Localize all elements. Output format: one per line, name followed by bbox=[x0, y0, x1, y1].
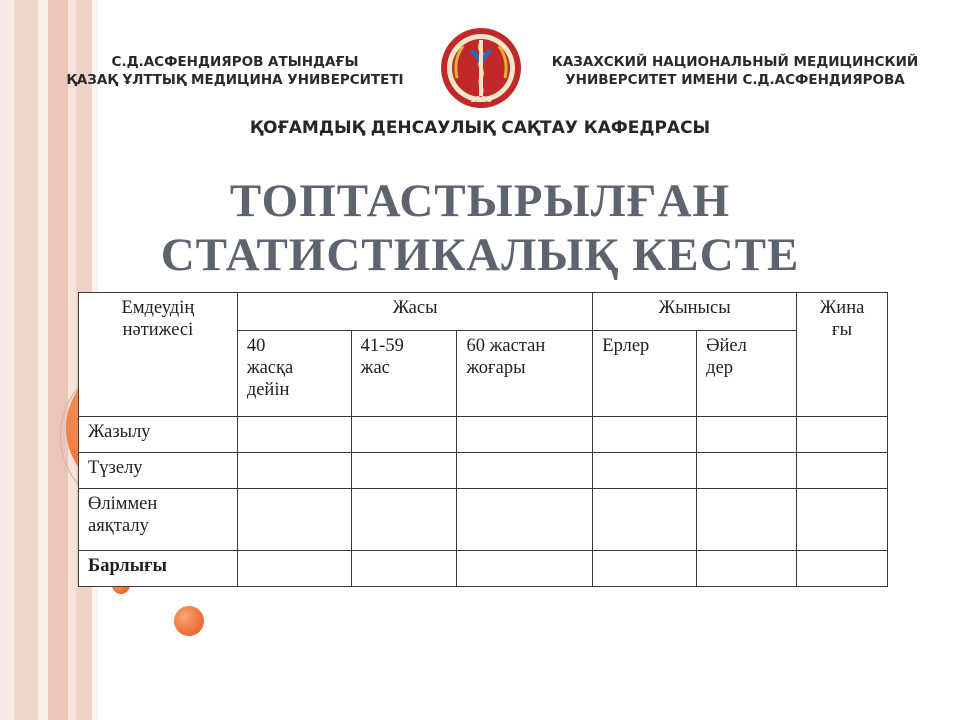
decor-circle bbox=[174, 606, 204, 636]
bg-stripe bbox=[38, 0, 48, 720]
bg-stripe bbox=[48, 0, 68, 720]
row-label: Түзелу bbox=[79, 453, 238, 489]
bg-stripe bbox=[68, 0, 76, 720]
header-age-group: Жасы bbox=[237, 293, 592, 331]
table-cell bbox=[351, 453, 457, 489]
table-cell bbox=[457, 417, 593, 453]
table-cell bbox=[457, 453, 593, 489]
table-cell bbox=[797, 551, 888, 587]
table-cell bbox=[697, 489, 797, 551]
emblem-year: 1930 bbox=[469, 95, 493, 104]
header-sex-group: Жынысы bbox=[593, 293, 797, 331]
table-row bbox=[79, 489, 888, 551]
slide-title bbox=[0, 174, 960, 282]
header-total: Жина ғы bbox=[797, 293, 888, 417]
table-cell bbox=[593, 417, 697, 453]
header-sex-men: Ерлер bbox=[593, 331, 697, 417]
table-cell bbox=[797, 453, 888, 489]
row-label-total: Барлығы bbox=[79, 551, 238, 587]
table-cell bbox=[457, 551, 593, 587]
table-cell bbox=[237, 453, 351, 489]
header-outcome: Емдеудің нәтижесі bbox=[79, 293, 238, 417]
table-cell bbox=[593, 453, 697, 489]
table-cell bbox=[237, 489, 351, 551]
table-cell bbox=[351, 551, 457, 587]
table-cell bbox=[797, 489, 888, 551]
header-age-over-60: 60 жастан жоғары bbox=[457, 331, 593, 417]
university-emblem-icon bbox=[439, 26, 523, 110]
header-age-41-59: 41-59 жас bbox=[351, 331, 457, 417]
table-cell bbox=[351, 417, 457, 453]
slide-title-line: ТОПТАСТЫРЫЛҒАН bbox=[229, 175, 731, 227]
university-name-line: УНИВЕРСИТЕТ ИМЕНИ С.Д.АСФЕНДИЯРОВА bbox=[565, 72, 905, 88]
table-row-total bbox=[79, 551, 888, 587]
bg-stripe bbox=[0, 0, 14, 720]
bg-stripe bbox=[14, 0, 38, 720]
university-name-line: ҚАЗАҚ ҰЛТТЫҚ МЕДИЦИНА УНИВЕРСИТЕТІ bbox=[66, 72, 404, 88]
header-sex-women: Әйел дер bbox=[697, 331, 797, 417]
header-age-under-40: 40 жасқа дейін bbox=[237, 331, 351, 417]
slide-title-line: СТАТИСТИКАЛЫҚ КЕСТЕ bbox=[160, 229, 800, 281]
table-cell bbox=[593, 489, 697, 551]
row-label: Жазылу bbox=[79, 417, 238, 453]
table-cell bbox=[593, 551, 697, 587]
table-cell bbox=[237, 417, 351, 453]
table-cell bbox=[697, 453, 797, 489]
statistics-table bbox=[78, 292, 888, 587]
university-name-russian bbox=[545, 53, 925, 89]
department-name: ҚОҒАМДЫҚ ДЕНСАУЛЫҚ САҚТАУ КАФЕДРАСЫ bbox=[249, 118, 711, 138]
table-cell bbox=[237, 551, 351, 587]
table-cell bbox=[697, 551, 797, 587]
table-cell bbox=[697, 417, 797, 453]
table-cell bbox=[351, 489, 457, 551]
table-cell bbox=[457, 489, 593, 551]
university-name-line: КАЗАХСКИЙ НАЦИОНАЛЬНЫЙ МЕДИЦИНСКИЙ bbox=[551, 54, 919, 70]
table-row bbox=[79, 417, 888, 453]
university-name-kazakh bbox=[55, 53, 415, 89]
table-cell bbox=[797, 417, 888, 453]
university-name-line: С.Д.АСФЕНДИЯРОВ АТЫНДАҒЫ bbox=[111, 54, 359, 70]
row-label: Өліммен аяқталу bbox=[79, 489, 238, 551]
table-row bbox=[79, 453, 888, 489]
